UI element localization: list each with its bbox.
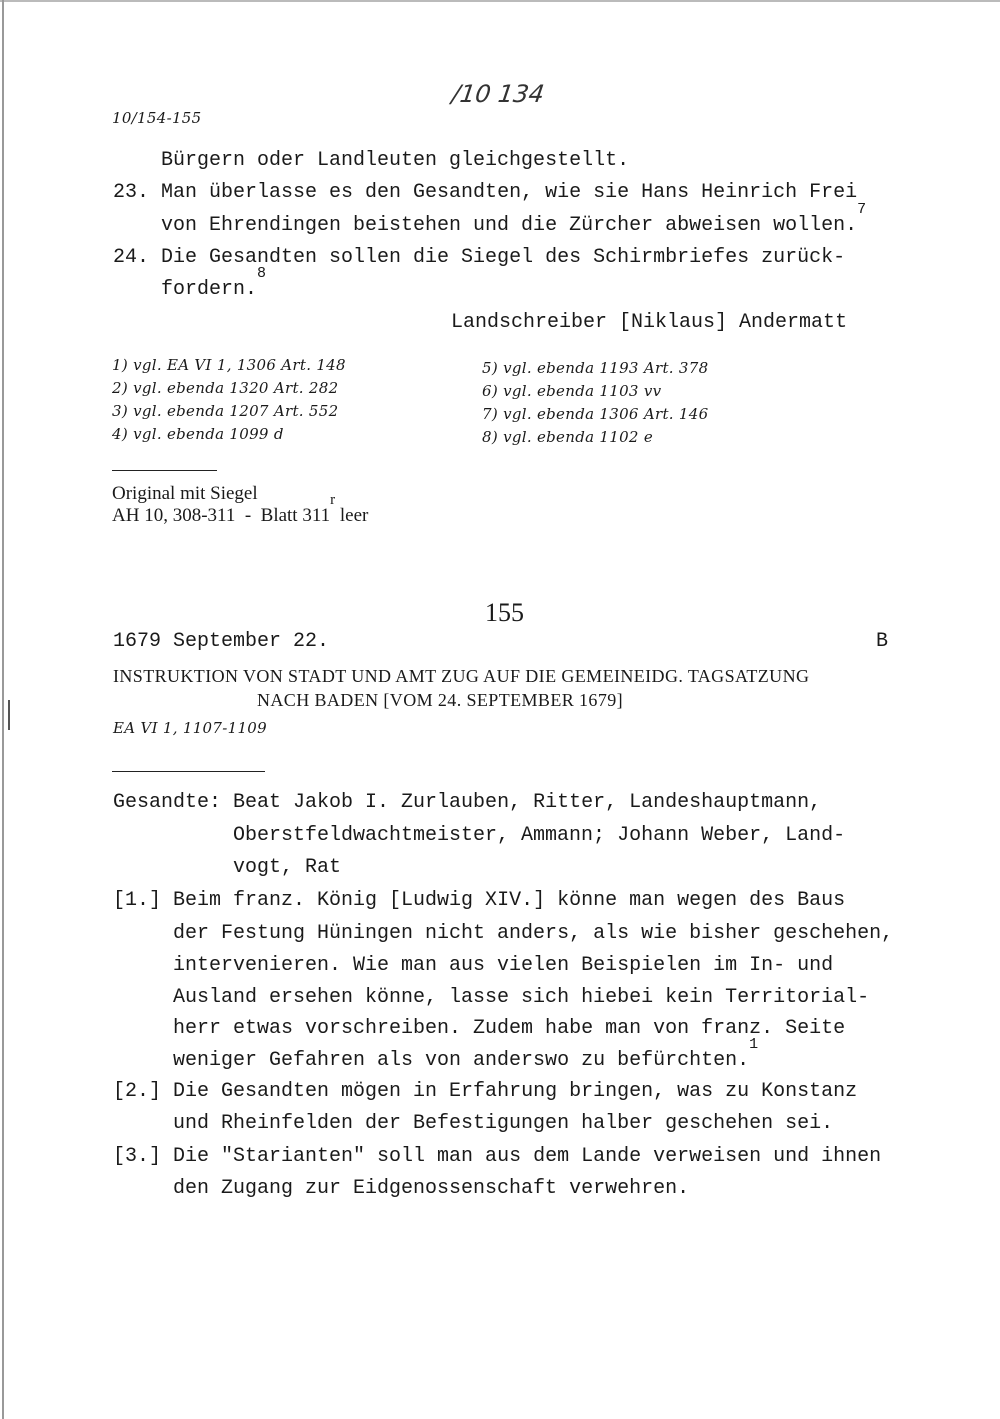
text-line: vogt, Rat	[233, 856, 342, 879]
text-line	[161, 201, 867, 238]
text-line: herr etwas vorschreiben. Zudem habe man von franz. Seite	[173, 1017, 846, 1040]
document-title: NACH BADEN [VOM 24. SEPTEMBER 1679]	[257, 690, 624, 710]
document-date: 1679 September 22.	[113, 630, 330, 653]
text-line: den Zugang zur Eidgenossenschaft verwehren.	[173, 1177, 690, 1200]
superscript: r	[330, 492, 336, 508]
text-line: Oberstfeldwachtmeister, Ammann; Johann Weber, Land-	[233, 824, 846, 847]
text: weniger Gefahren als von anderswo zu befürchten.	[173, 1049, 750, 1072]
text-line: Ausland ersehen könne, lasse sich hiebei kein Territorial-	[173, 986, 870, 1009]
footnote-ref: 8	[257, 265, 267, 282]
footnote: 6) vgl. ebenda 1103 vv	[482, 382, 662, 400]
document-letter: B	[876, 630, 889, 653]
text-line: 24. Die Gesandten sollen die Siegel des Schirmbriefes zurück-	[113, 246, 846, 269]
scan-edge-left	[2, 0, 4, 1419]
text-line: [2.] Die Gesandten mögen in Erfahrung bringen, was zu Konstanz	[113, 1080, 858, 1103]
text-line: intervenieren. Wie man aus vielen Beispielen im In- und	[173, 954, 834, 977]
footnote-ref: 1	[749, 1036, 759, 1053]
text-line: und Rheinfelden der Befestigungen halber geschehen sei.	[173, 1112, 834, 1135]
text-line	[161, 265, 267, 302]
text-line: 23. Man überlasse es den Gesandten, wie sie Hans Heinrich Frei	[113, 181, 858, 204]
document-ref: EA VI 1, 1107-1109	[113, 719, 267, 737]
text-line: Gesandte: Beat Jakob I. Zurlauben, Ritter, Landeshauptmann,	[113, 791, 822, 814]
text-line	[173, 1036, 759, 1073]
source-note: Original mit Siegel	[112, 483, 258, 504]
text-line: [3.] Die "Starianten" soll man aus dem Lande verweisen und ihnen	[113, 1145, 882, 1168]
signature: Landschreiber [Niklaus] Andermatt	[451, 311, 848, 334]
text: von Ehrendingen beistehen und die Zürcher abweisen wollen.	[161, 214, 858, 237]
page-reference: 10/154-155	[112, 109, 202, 127]
text-line: der Festung Hüningen nicht anders, als wie bisher geschehen,	[173, 922, 894, 945]
text: leer	[335, 505, 369, 526]
document-title: INSTRUKTION VON STADT UND AMT ZUG AUF DIE GEMEINEIDG. TAGSATZUNG	[113, 666, 810, 686]
text: fordern.	[161, 278, 258, 301]
margin-mark	[8, 700, 10, 730]
document-number: 155	[485, 598, 524, 627]
footnote: 4) vgl. ebenda 1099 d	[112, 425, 284, 443]
text-line: Bürgern oder Landleuten gleichgestellt.	[161, 149, 630, 172]
footnote: 3) vgl. ebenda 1207 Art. 552	[112, 402, 339, 420]
divider	[112, 470, 217, 471]
footnote-ref: 7	[857, 201, 867, 218]
text-line: [1.] Beim franz. König [Ludwig XIV.] könne man wegen des Baus	[113, 889, 846, 912]
handwritten-archive-mark: /10 134	[450, 80, 547, 108]
divider	[112, 771, 265, 772]
scan-edge-top	[0, 0, 1000, 2]
text: AH 10, 308-311 - Blatt 311	[112, 505, 331, 526]
footnote: 8) vgl. ebenda 1102 e	[482, 428, 654, 446]
footnote: 7) vgl. ebenda 1306 Art. 146	[482, 405, 709, 423]
footnote: 5) vgl. ebenda 1193 Art. 378	[482, 359, 709, 377]
footnote: 1) vgl. EA VI 1, 1306 Art. 148	[112, 356, 346, 374]
footnote: 2) vgl. ebenda 1320 Art. 282	[112, 379, 339, 397]
